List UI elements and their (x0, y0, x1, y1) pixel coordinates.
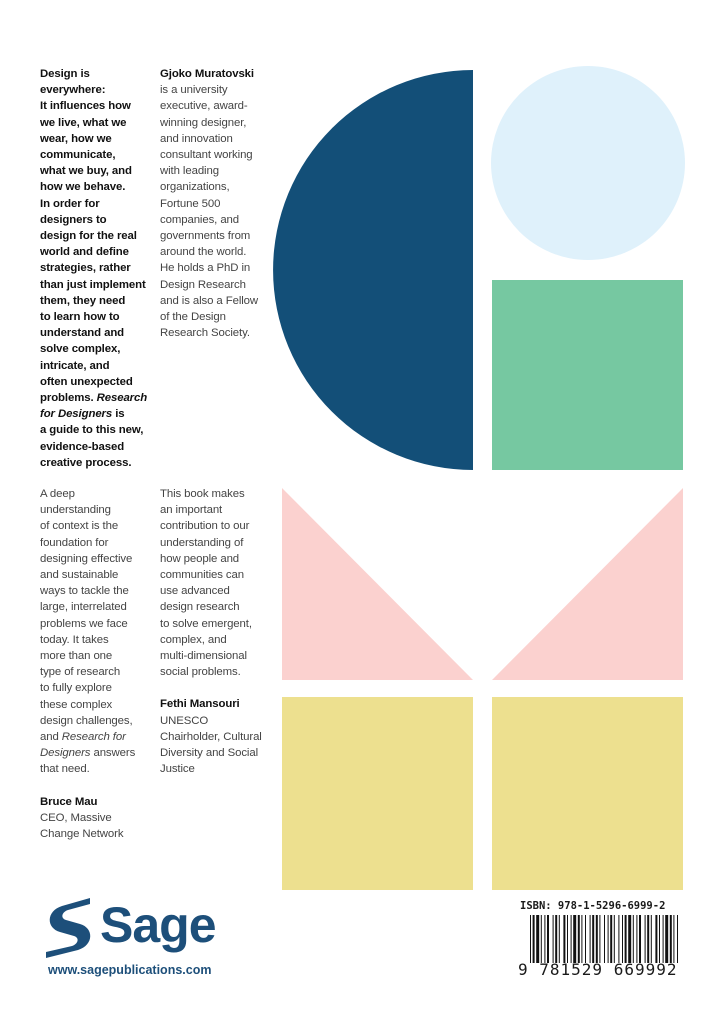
pink-triangle-right (492, 488, 683, 680)
quote-author-role: UNESCO Chairholder, Cultural Diversity and Social Justice (160, 714, 262, 776)
yellow-rect-right (492, 697, 683, 890)
light-blue-circle (491, 66, 685, 260)
quote-author-role: CEO, Massive Change Network (40, 811, 124, 841)
quote-author: Bruce Mau (40, 795, 98, 808)
book-title: Research for Designers (40, 731, 126, 760)
quote-text-end: answers that need. (40, 747, 136, 776)
isbn-label: ISBN: 978-1-5296-6999-2 (520, 900, 666, 912)
sage-s-icon (46, 898, 90, 958)
publisher-url[interactable]: www.sagepublications.com (48, 963, 212, 977)
pink-triangle-left (282, 488, 473, 680)
green-square (492, 280, 683, 470)
book-title: Research for Designers (40, 392, 148, 421)
blurb-text-end: is a guide to this new, evidence-based creative process. (40, 408, 144, 469)
sage-logo-text: Sage (100, 897, 216, 953)
quote-author: Fethi Mansouri (160, 698, 240, 711)
quote-text: This book makes an important contribution to our understanding of how people and communities can use advanced design research to solve emergent, complex, and multi-dimensional social problems. (160, 488, 252, 679)
yellow-rect-left (282, 697, 473, 890)
navy-half-circle (273, 70, 473, 470)
author-bio-text: is a university executive, award- winning designer, and innovation consultant working with leading organizations, Fortune 500 companies, and governments from around the world. He holds a PhD in Design Research and is also a Fellow of the Design Research Society. (160, 84, 259, 340)
barcode-number: 9 781529 669992 (518, 960, 678, 979)
barcode-icon (530, 915, 680, 963)
author-name: Gjoko Muratovski (160, 68, 254, 80)
quote-text: A deep understanding of context is the foundation for designing effective and sustainable ways to tackle the large, interrelated problems we face today. It takes more than one type of research to fully explore these complex design challenges, and (40, 488, 133, 744)
blurb-text: Design is everywhere: It influences how we live, what we wear, how we communicate, what we buy, and how we behave. In order for designers to design for the real world and define strategies, rather than just implement them, they need to learn how to understand and solve complex, intricate, and often unexpected problems. (40, 68, 146, 405)
